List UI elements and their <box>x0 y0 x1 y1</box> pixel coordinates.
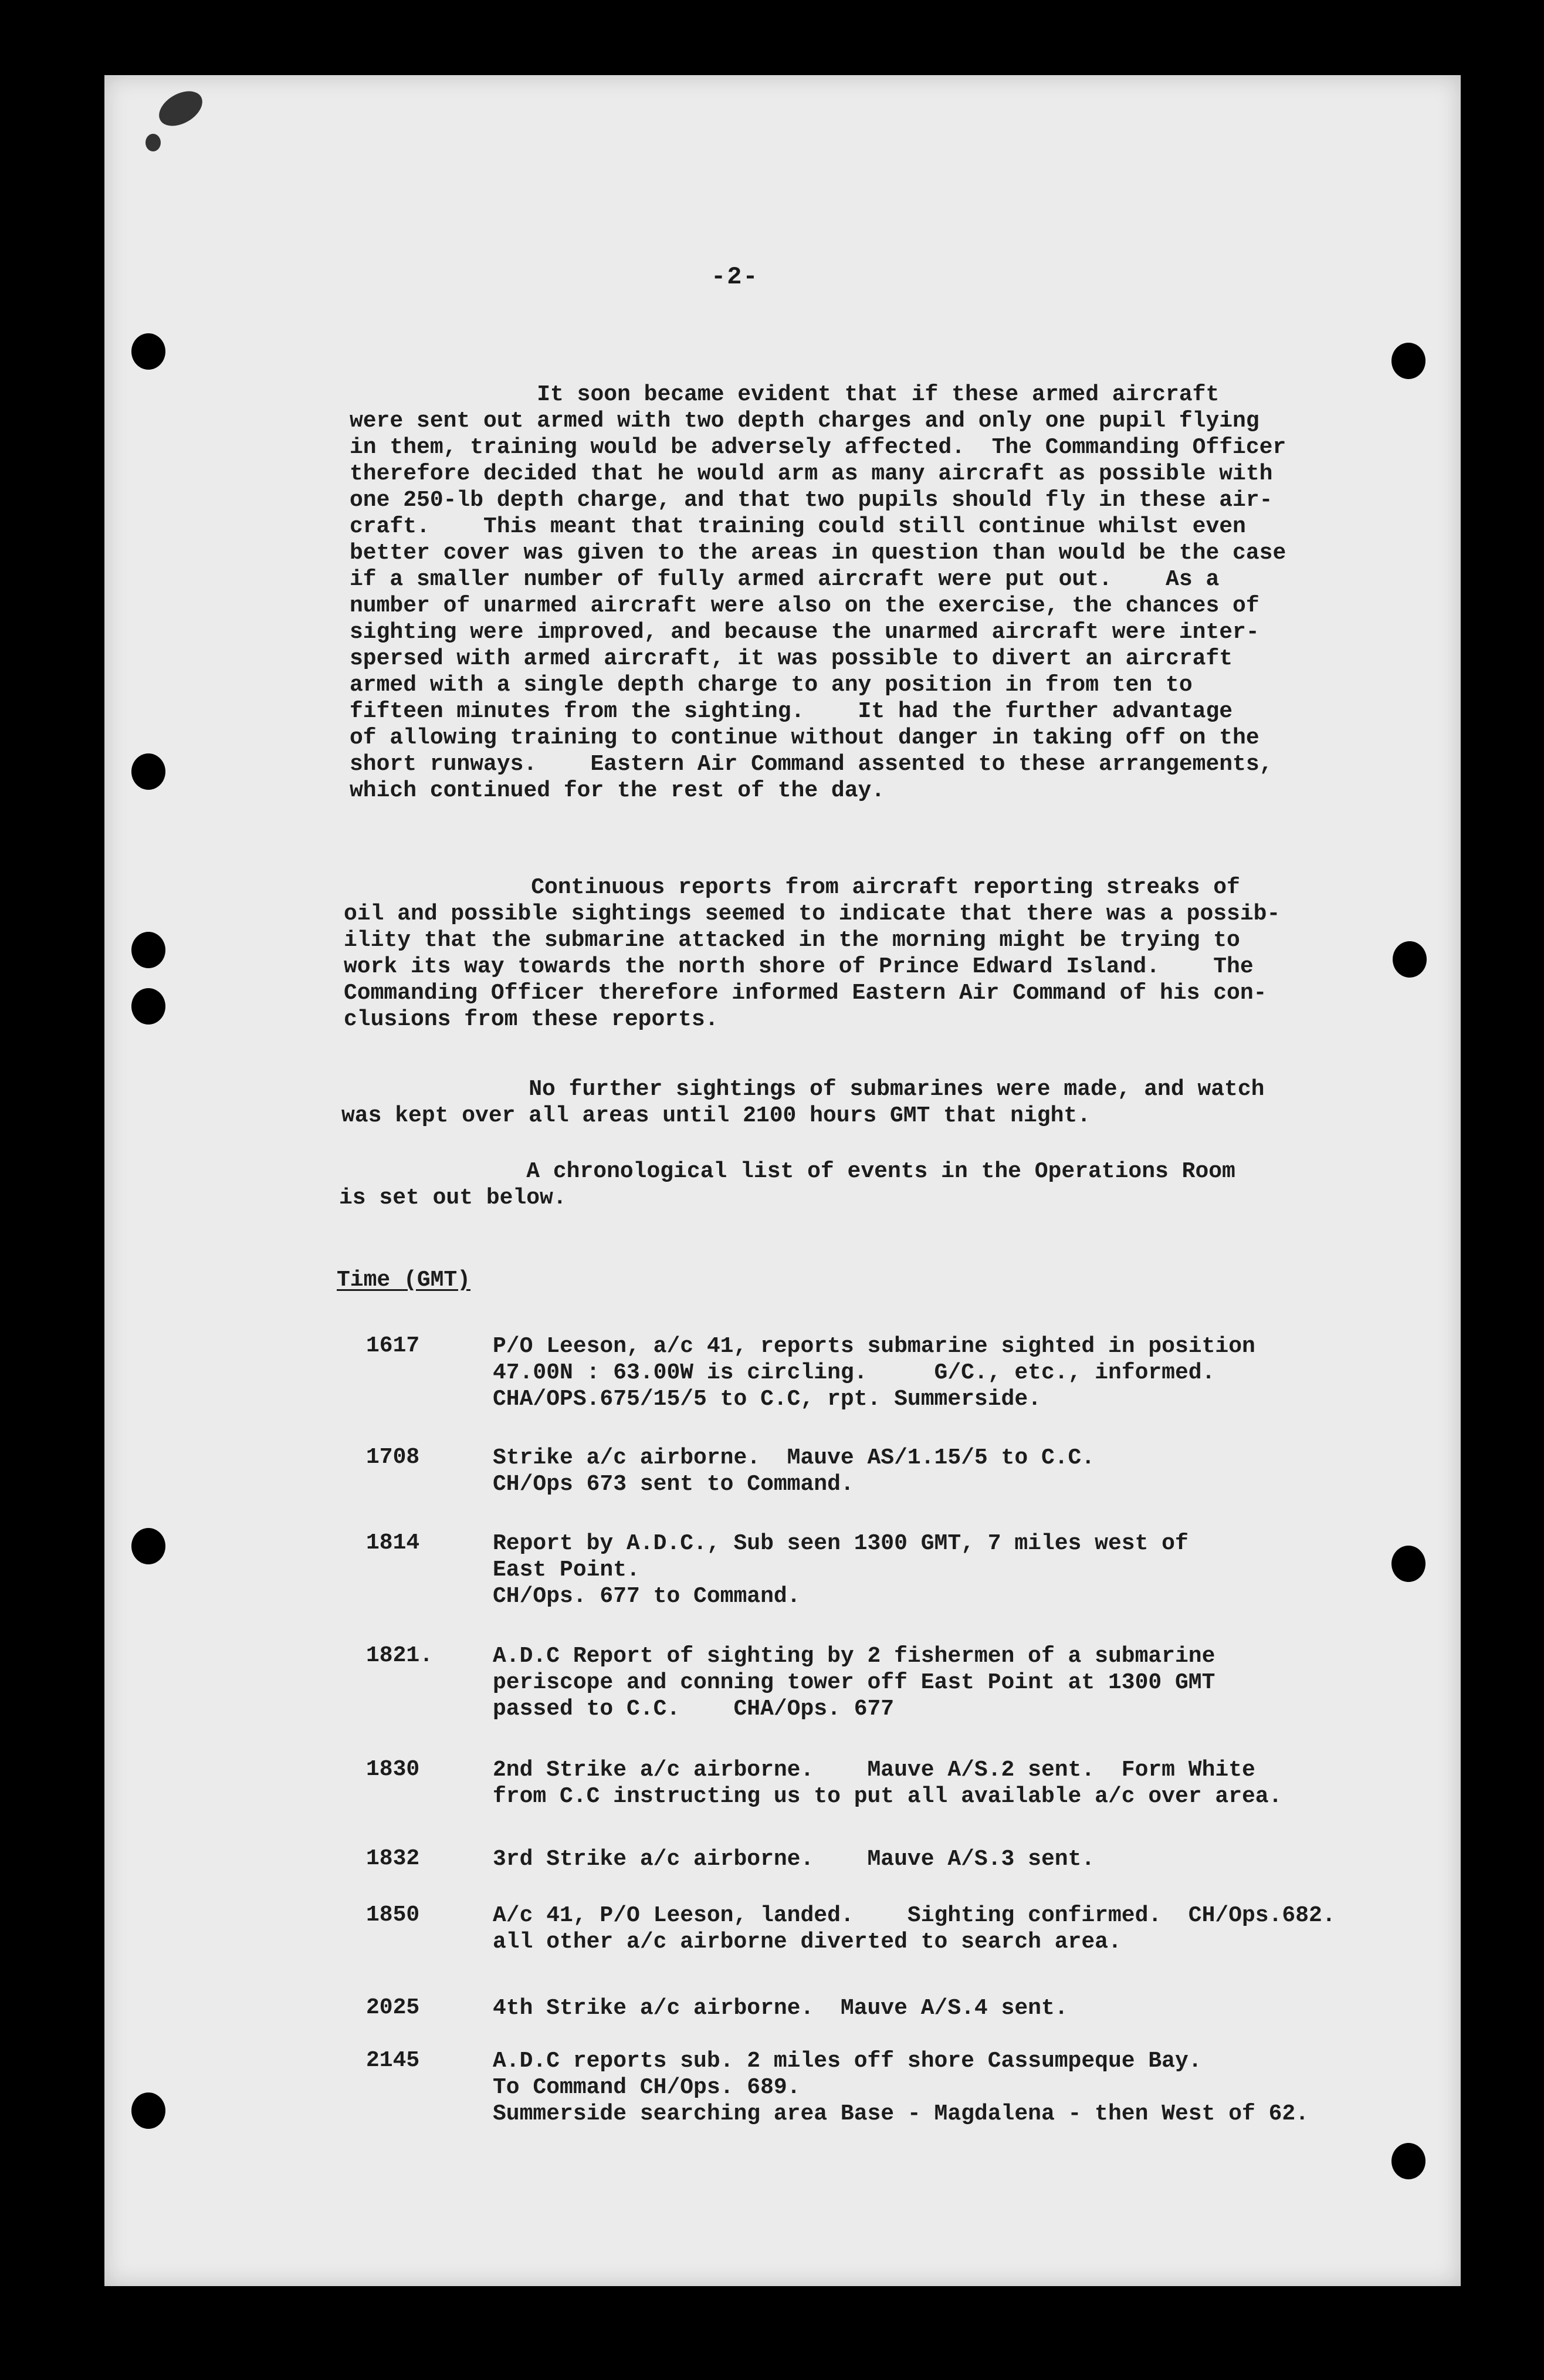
log-entry-text: A.D.C Report of sighting by 2 fishermen of a submarine periscope and conning tower off East Point at 1300 GMT passed to C.C. CHA/Ops. 677 <box>493 1644 1215 1722</box>
punch-hole <box>131 753 165 790</box>
log-entry-time: 1850 <box>366 1902 420 1928</box>
punch-hole <box>131 988 165 1025</box>
log-entry-text: A.D.C reports sub. 2 miles off shore Cassumpeque Bay. To Command CH/Ops. 689. Summerside searching area Base - Magdalena - then West of 62. <box>493 2048 1309 2127</box>
paragraph-armed-aircraft: It soon became evident that if these armed aircraft were sent out armed with two depth charges and only one pupil flying in them, training would be adversely affected. The Commanding Officer therefore decided that he would arm as many aircraft as possible with one 250-lb depth charge, and that two pupils should fly in these air- craft. This meant that training could still continue whilst even better cover was given to the areas in question than would be the case if a smaller number of fully armed aircraft were put out. As a number of unarmed aircraft were also on the exercise, the chances of sighting were improved, and because the unarmed aircraft were inter- spersed with armed aircraft, it was possible to divert an aircraft armed with a single depth charge to any position in from ten to fifteen minutes from the sighting. It had the further advantage of allowing training to continue without danger in taking off on the short runways. Eastern Air Command assented to these arrangements, which continued for the rest of the day. <box>350 382 1286 803</box>
paragraph-continuous-reports: Continuous reports from aircraft reporting streaks of oil and possible sightings seemed to indicate that there was a possib- ility that the submarine attacked in the morning might be trying to work its way towards the north shore of Prince Edward Island. The Commanding Officer therefore informed Eastern Air Command of his con- clusions from these reports. <box>344 875 1281 1032</box>
log-entry-time: 1708 <box>366 1445 420 1470</box>
punch-hole <box>1391 2143 1426 2179</box>
punch-hole <box>131 932 165 968</box>
punch-hole <box>131 2092 165 2129</box>
log-entry-time: 1821. <box>366 1643 434 1668</box>
time-column-header: Time (GMT) <box>337 1267 471 1293</box>
log-entry-text: 2nd Strike a/c airborne. Mauve A/S.2 sent. Form White from C.C instructing us to put all available a/c over area. <box>493 1757 1282 1809</box>
log-entry-text: 3rd Strike a/c airborne. Mauve A/S.3 sent. <box>493 1847 1095 1872</box>
log-entry-time: 1814 <box>366 1530 420 1556</box>
ink-smudge <box>145 134 161 151</box>
log-entry-time: 2025 <box>366 1995 420 2020</box>
paragraph-no-further-sightings: No further sightings of submarines were made, and watch was kept over all areas until 2100 hours GMT that night. <box>341 1077 1265 1128</box>
log-entry-time: 2145 <box>366 2048 420 2073</box>
punch-hole <box>131 333 165 370</box>
log-entry-text: 4th Strike a/c airborne. Mauve A/S.4 sent. <box>493 1996 1068 2021</box>
punch-hole <box>131 1528 165 1564</box>
log-entry-text: Report by A.D.C., Sub seen 1300 GMT, 7 miles west of East Point. CH/Ops. 677 to Command. <box>493 1531 1189 1609</box>
log-entry-time: 1617 <box>366 1333 420 1358</box>
punch-hole <box>1391 1546 1426 1582</box>
page-number: -2- <box>711 263 759 291</box>
log-entry-time: 1830 <box>366 1757 420 1782</box>
log-entry-text: Strike a/c airborne. Mauve AS/1.15/5 to C.C. CH/Ops 673 sent to Command. <box>493 1445 1095 1497</box>
log-entry-text: A/c 41, P/O Leeson, landed. Sighting confirmed. CH/Ops.682. all other a/c airborne diverted to search area. <box>493 1903 1336 1955</box>
log-entry-time: 1832 <box>366 1846 420 1871</box>
punch-hole <box>1393 941 1427 978</box>
log-entry-text: P/O Leeson, a/c 41, reports submarine sighted in position 47.00N : 63.00W is circling. G/C., etc., informed. CHA/OPS.675/15/5 to C.C, rpt. Summerside. <box>493 1334 1255 1412</box>
paragraph-chronological-list: A chronological list of events in the Operations Room is set out below. <box>339 1159 1235 1211</box>
punch-hole <box>1391 343 1426 379</box>
